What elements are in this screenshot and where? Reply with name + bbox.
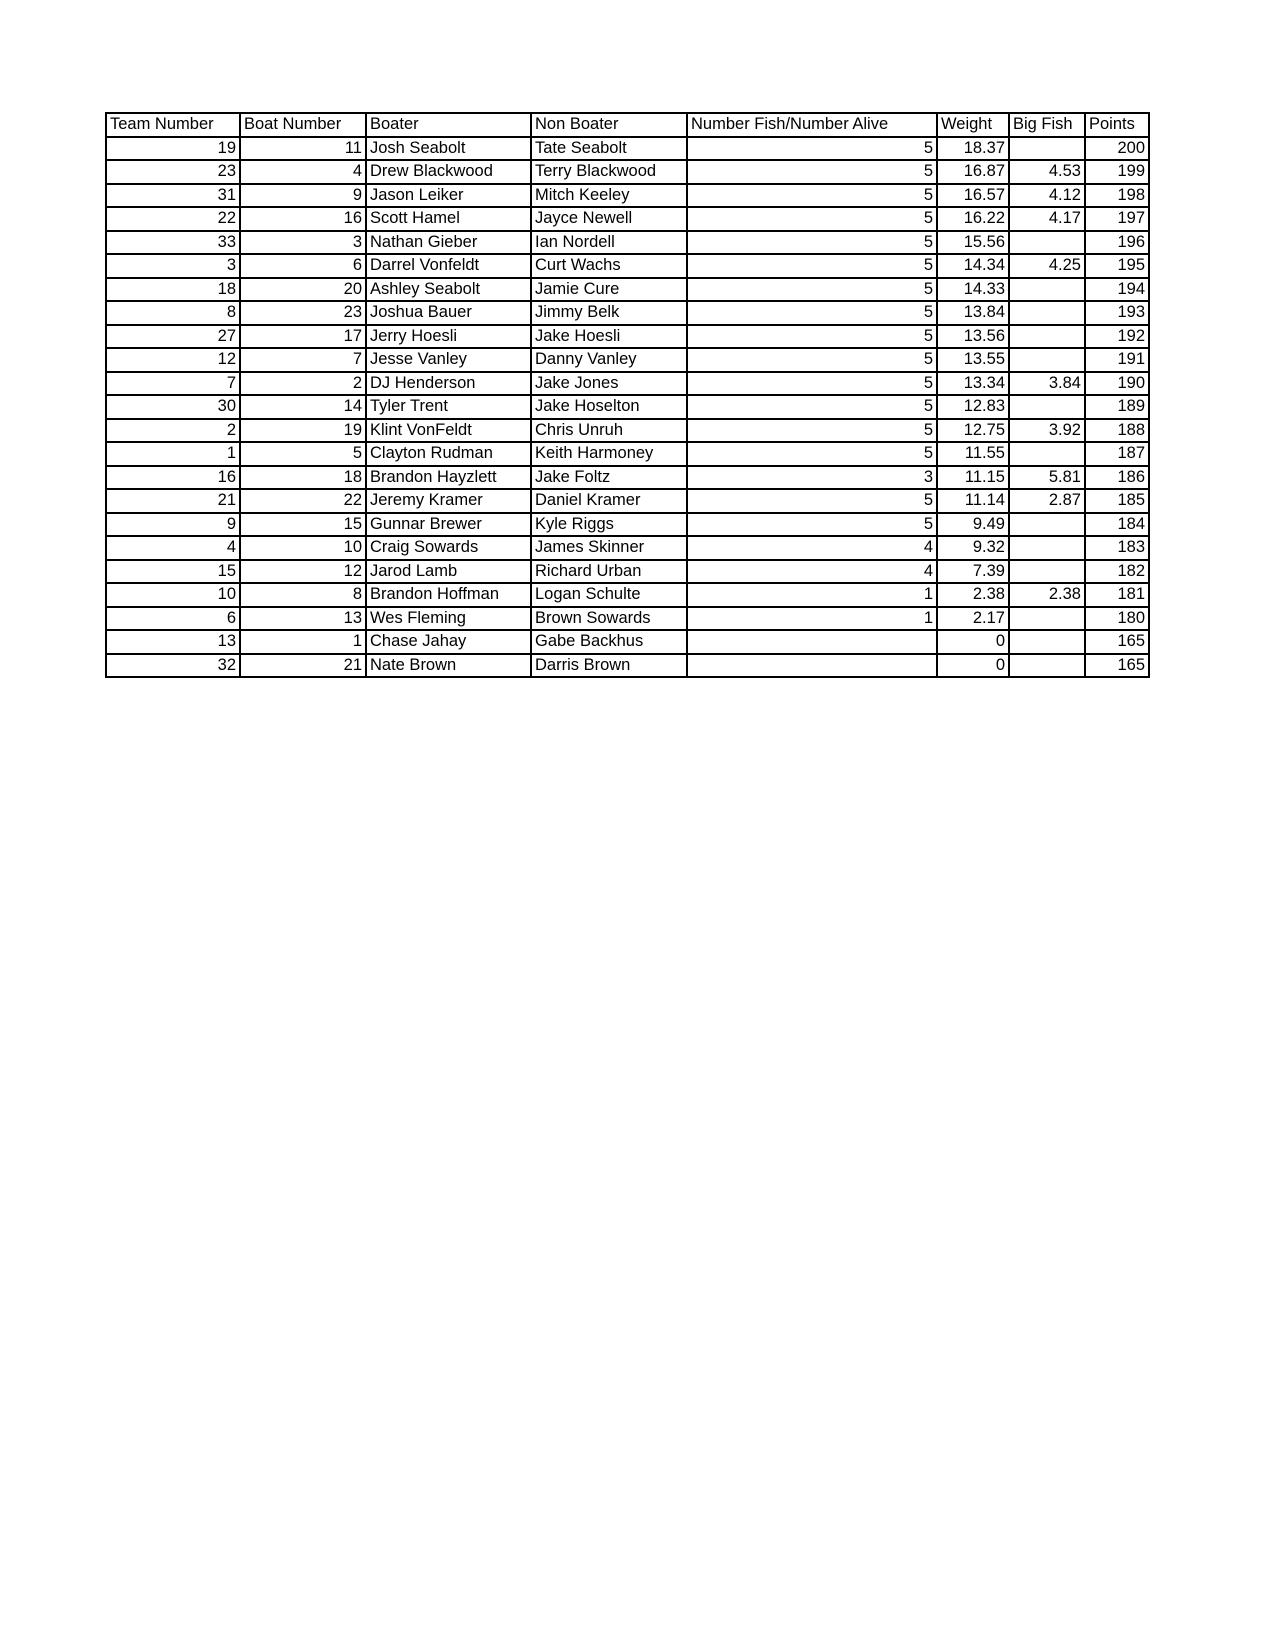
cell-team-number: 33 <box>106 231 240 255</box>
cell-team-number: 30 <box>106 395 240 419</box>
cell-number-fish: 5 <box>687 207 937 231</box>
cell-non-boater: Curt Wachs <box>531 254 687 278</box>
cell-team-number: 7 <box>106 372 240 396</box>
cell-number-fish: 5 <box>687 231 937 255</box>
table-row <box>106 536 1149 560</box>
cell-big-fish <box>1009 348 1085 372</box>
cell-points: 195 <box>1085 254 1149 278</box>
cell-points: 182 <box>1085 560 1149 584</box>
cell-points: 198 <box>1085 184 1149 208</box>
cell-weight: 0 <box>937 654 1009 678</box>
table-row <box>106 560 1149 584</box>
header-non-boater: Non Boater <box>531 113 687 137</box>
cell-weight: 14.33 <box>937 278 1009 302</box>
cell-points: 197 <box>1085 207 1149 231</box>
cell-big-fish: 4.17 <box>1009 207 1085 231</box>
cell-number-fish: 5 <box>687 419 937 443</box>
cell-boater: Nate Brown <box>366 654 531 678</box>
cell-big-fish <box>1009 278 1085 302</box>
cell-points: 184 <box>1085 513 1149 537</box>
cell-big-fish: 2.87 <box>1009 489 1085 513</box>
cell-team-number: 16 <box>106 466 240 490</box>
cell-number-fish <box>687 654 937 678</box>
cell-non-boater: Chris Unruh <box>531 419 687 443</box>
cell-team-number: 21 <box>106 489 240 513</box>
cell-big-fish <box>1009 513 1085 537</box>
cell-boater: Joshua Bauer <box>366 301 531 325</box>
header-points: Points <box>1085 113 1149 137</box>
cell-boat-number: 2 <box>240 372 366 396</box>
table-row <box>106 372 1149 396</box>
cell-boat-number: 13 <box>240 607 366 631</box>
cell-number-fish: 5 <box>687 278 937 302</box>
table-row <box>106 442 1149 466</box>
cell-non-boater: Logan Schulte <box>531 583 687 607</box>
cell-boat-number: 20 <box>240 278 366 302</box>
table-row <box>106 630 1149 654</box>
cell-big-fish <box>1009 630 1085 654</box>
cell-boat-number: 3 <box>240 231 366 255</box>
cell-number-fish: 5 <box>687 184 937 208</box>
table-row <box>106 513 1149 537</box>
cell-points: 165 <box>1085 654 1149 678</box>
table-row <box>106 583 1149 607</box>
cell-big-fish: 3.84 <box>1009 372 1085 396</box>
cell-number-fish: 5 <box>687 137 937 161</box>
cell-weight: 12.75 <box>937 419 1009 443</box>
cell-points: 188 <box>1085 419 1149 443</box>
cell-points: 192 <box>1085 325 1149 349</box>
cell-boat-number: 21 <box>240 654 366 678</box>
table-row <box>106 654 1149 678</box>
cell-weight: 16.57 <box>937 184 1009 208</box>
cell-non-boater: Richard Urban <box>531 560 687 584</box>
cell-boat-number: 7 <box>240 348 366 372</box>
cell-non-boater: Jake Jones <box>531 372 687 396</box>
cell-points: 183 <box>1085 536 1149 560</box>
header-row <box>106 113 1149 137</box>
table-row <box>106 137 1149 161</box>
cell-number-fish: 5 <box>687 442 937 466</box>
cell-weight: 11.14 <box>937 489 1009 513</box>
cell-big-fish: 5.81 <box>1009 466 1085 490</box>
cell-points: 196 <box>1085 231 1149 255</box>
cell-big-fish <box>1009 607 1085 631</box>
cell-number-fish: 5 <box>687 395 937 419</box>
cell-number-fish: 5 <box>687 513 937 537</box>
cell-weight: 16.22 <box>937 207 1009 231</box>
cell-boat-number: 10 <box>240 536 366 560</box>
cell-big-fish <box>1009 395 1085 419</box>
cell-non-boater: Jake Hoselton <box>531 395 687 419</box>
cell-big-fish <box>1009 536 1085 560</box>
cell-boater: Tyler Trent <box>366 395 531 419</box>
cell-team-number: 3 <box>106 254 240 278</box>
cell-boater: Wes Fleming <box>366 607 531 631</box>
cell-team-number: 9 <box>106 513 240 537</box>
cell-team-number: 4 <box>106 536 240 560</box>
cell-non-boater: Terry Blackwood <box>531 160 687 184</box>
cell-boat-number: 17 <box>240 325 366 349</box>
cell-number-fish: 5 <box>687 372 937 396</box>
header-boat-number: Boat Number <box>240 113 366 137</box>
cell-boater: Scott Hamel <box>366 207 531 231</box>
cell-boater: Nathan Gieber <box>366 231 531 255</box>
cell-team-number: 32 <box>106 654 240 678</box>
cell-number-fish: 5 <box>687 160 937 184</box>
cell-team-number: 12 <box>106 348 240 372</box>
cell-points: 200 <box>1085 137 1149 161</box>
cell-team-number: 18 <box>106 278 240 302</box>
cell-weight: 13.55 <box>937 348 1009 372</box>
cell-weight: 7.39 <box>937 560 1009 584</box>
cell-boater: Jeremy Kramer <box>366 489 531 513</box>
cell-weight: 14.34 <box>937 254 1009 278</box>
cell-points: 193 <box>1085 301 1149 325</box>
cell-weight: 13.56 <box>937 325 1009 349</box>
cell-team-number: 10 <box>106 583 240 607</box>
cell-points: 185 <box>1085 489 1149 513</box>
header-weight: Weight <box>937 113 1009 137</box>
cell-weight: 2.17 <box>937 607 1009 631</box>
cell-big-fish: 4.53 <box>1009 160 1085 184</box>
cell-team-number: 8 <box>106 301 240 325</box>
cell-team-number: 13 <box>106 630 240 654</box>
cell-team-number: 31 <box>106 184 240 208</box>
table-row <box>106 207 1149 231</box>
cell-number-fish <box>687 630 937 654</box>
header-big-fish: Big Fish <box>1009 113 1085 137</box>
cell-big-fish: 4.25 <box>1009 254 1085 278</box>
table-row <box>106 607 1149 631</box>
cell-boat-number: 1 <box>240 630 366 654</box>
cell-boater: Brandon Hoffman <box>366 583 531 607</box>
cell-boat-number: 4 <box>240 160 366 184</box>
cell-points: 189 <box>1085 395 1149 419</box>
cell-big-fish <box>1009 137 1085 161</box>
cell-non-boater: Brown Sowards <box>531 607 687 631</box>
cell-number-fish: 4 <box>687 536 937 560</box>
cell-boat-number: 6 <box>240 254 366 278</box>
cell-team-number: 19 <box>106 137 240 161</box>
table-row <box>106 160 1149 184</box>
cell-boater: Klint VonFeldt <box>366 419 531 443</box>
cell-boat-number: 22 <box>240 489 366 513</box>
table-row <box>106 278 1149 302</box>
cell-non-boater: Jimmy Belk <box>531 301 687 325</box>
cell-number-fish: 3 <box>687 466 937 490</box>
cell-team-number: 22 <box>106 207 240 231</box>
table-row <box>106 395 1149 419</box>
cell-boater: Drew Blackwood <box>366 160 531 184</box>
cell-big-fish <box>1009 231 1085 255</box>
cell-points: 187 <box>1085 442 1149 466</box>
cell-boat-number: 15 <box>240 513 366 537</box>
cell-big-fish <box>1009 560 1085 584</box>
table-row <box>106 184 1149 208</box>
cell-non-boater: Mitch Keeley <box>531 184 687 208</box>
cell-team-number: 2 <box>106 419 240 443</box>
header-number-fish: Number Fish/Number Alive <box>687 113 937 137</box>
cell-number-fish: 4 <box>687 560 937 584</box>
header-boater: Boater <box>366 113 531 137</box>
cell-big-fish <box>1009 325 1085 349</box>
table-row <box>106 466 1149 490</box>
table-row <box>106 231 1149 255</box>
cell-boat-number: 19 <box>240 419 366 443</box>
cell-boat-number: 16 <box>240 207 366 231</box>
cell-points: 180 <box>1085 607 1149 631</box>
cell-number-fish: 5 <box>687 348 937 372</box>
cell-boater: Jason Leiker <box>366 184 531 208</box>
cell-team-number: 23 <box>106 160 240 184</box>
cell-non-boater: Jake Hoesli <box>531 325 687 349</box>
cell-boater: Jesse Vanley <box>366 348 531 372</box>
cell-boater: Craig Sowards <box>366 536 531 560</box>
cell-boater: Darrel Vonfeldt <box>366 254 531 278</box>
header-team-number: Team Number <box>106 113 240 137</box>
cell-boater: Chase Jahay <box>366 630 531 654</box>
table-row <box>106 419 1149 443</box>
cell-number-fish: 5 <box>687 254 937 278</box>
table-row <box>106 489 1149 513</box>
cell-points: 199 <box>1085 160 1149 184</box>
cell-weight: 13.34 <box>937 372 1009 396</box>
cell-non-boater: Jayce Newell <box>531 207 687 231</box>
cell-weight: 11.55 <box>937 442 1009 466</box>
cell-non-boater: Tate Seabolt <box>531 137 687 161</box>
cell-boat-number: 11 <box>240 137 366 161</box>
cell-weight: 16.87 <box>937 160 1009 184</box>
cell-number-fish: 5 <box>687 325 937 349</box>
cell-boater: DJ Henderson <box>366 372 531 396</box>
cell-non-boater: Gabe Backhus <box>531 630 687 654</box>
results-table <box>105 112 1150 678</box>
cell-non-boater: Jamie Cure <box>531 278 687 302</box>
cell-points: 186 <box>1085 466 1149 490</box>
cell-big-fish: 3.92 <box>1009 419 1085 443</box>
cell-points: 165 <box>1085 630 1149 654</box>
cell-non-boater: Danny Vanley <box>531 348 687 372</box>
cell-weight: 9.32 <box>937 536 1009 560</box>
cell-non-boater: Keith Harmoney <box>531 442 687 466</box>
cell-number-fish: 1 <box>687 607 937 631</box>
table-row <box>106 254 1149 278</box>
cell-boater: Gunnar Brewer <box>366 513 531 537</box>
table-body <box>106 137 1149 678</box>
table-row <box>106 325 1149 349</box>
cell-team-number: 15 <box>106 560 240 584</box>
cell-number-fish: 5 <box>687 301 937 325</box>
cell-boater: Jarod Lamb <box>366 560 531 584</box>
cell-boater: Ashley Seabolt <box>366 278 531 302</box>
cell-non-boater: Kyle Riggs <box>531 513 687 537</box>
cell-big-fish: 2.38 <box>1009 583 1085 607</box>
cell-number-fish: 1 <box>687 583 937 607</box>
cell-boater: Brandon Hayzlett <box>366 466 531 490</box>
cell-boat-number: 8 <box>240 583 366 607</box>
cell-boat-number: 14 <box>240 395 366 419</box>
cell-non-boater: Jake Foltz <box>531 466 687 490</box>
cell-points: 194 <box>1085 278 1149 302</box>
cell-weight: 11.15 <box>937 466 1009 490</box>
cell-boat-number: 23 <box>240 301 366 325</box>
cell-non-boater: James Skinner <box>531 536 687 560</box>
cell-boat-number: 18 <box>240 466 366 490</box>
cell-non-boater: Daniel Kramer <box>531 489 687 513</box>
cell-weight: 0 <box>937 630 1009 654</box>
table-row <box>106 348 1149 372</box>
cell-boater: Josh Seabolt <box>366 137 531 161</box>
cell-points: 191 <box>1085 348 1149 372</box>
cell-boat-number: 9 <box>240 184 366 208</box>
cell-big-fish: 4.12 <box>1009 184 1085 208</box>
cell-points: 190 <box>1085 372 1149 396</box>
cell-weight: 9.49 <box>937 513 1009 537</box>
cell-boater: Clayton Rudman <box>366 442 531 466</box>
table-row <box>106 301 1149 325</box>
cell-number-fish: 5 <box>687 489 937 513</box>
cell-team-number: 6 <box>106 607 240 631</box>
cell-team-number: 27 <box>106 325 240 349</box>
cell-non-boater: Ian Nordell <box>531 231 687 255</box>
cell-boat-number: 12 <box>240 560 366 584</box>
cell-boat-number: 5 <box>240 442 366 466</box>
cell-team-number: 1 <box>106 442 240 466</box>
cell-non-boater: Darris Brown <box>531 654 687 678</box>
cell-points: 181 <box>1085 583 1149 607</box>
cell-weight: 15.56 <box>937 231 1009 255</box>
cell-big-fish <box>1009 442 1085 466</box>
cell-boater: Jerry Hoesli <box>366 325 531 349</box>
cell-big-fish <box>1009 301 1085 325</box>
cell-weight: 12.83 <box>937 395 1009 419</box>
cell-weight: 13.84 <box>937 301 1009 325</box>
cell-weight: 2.38 <box>937 583 1009 607</box>
cell-big-fish <box>1009 654 1085 678</box>
cell-weight: 18.37 <box>937 137 1009 161</box>
